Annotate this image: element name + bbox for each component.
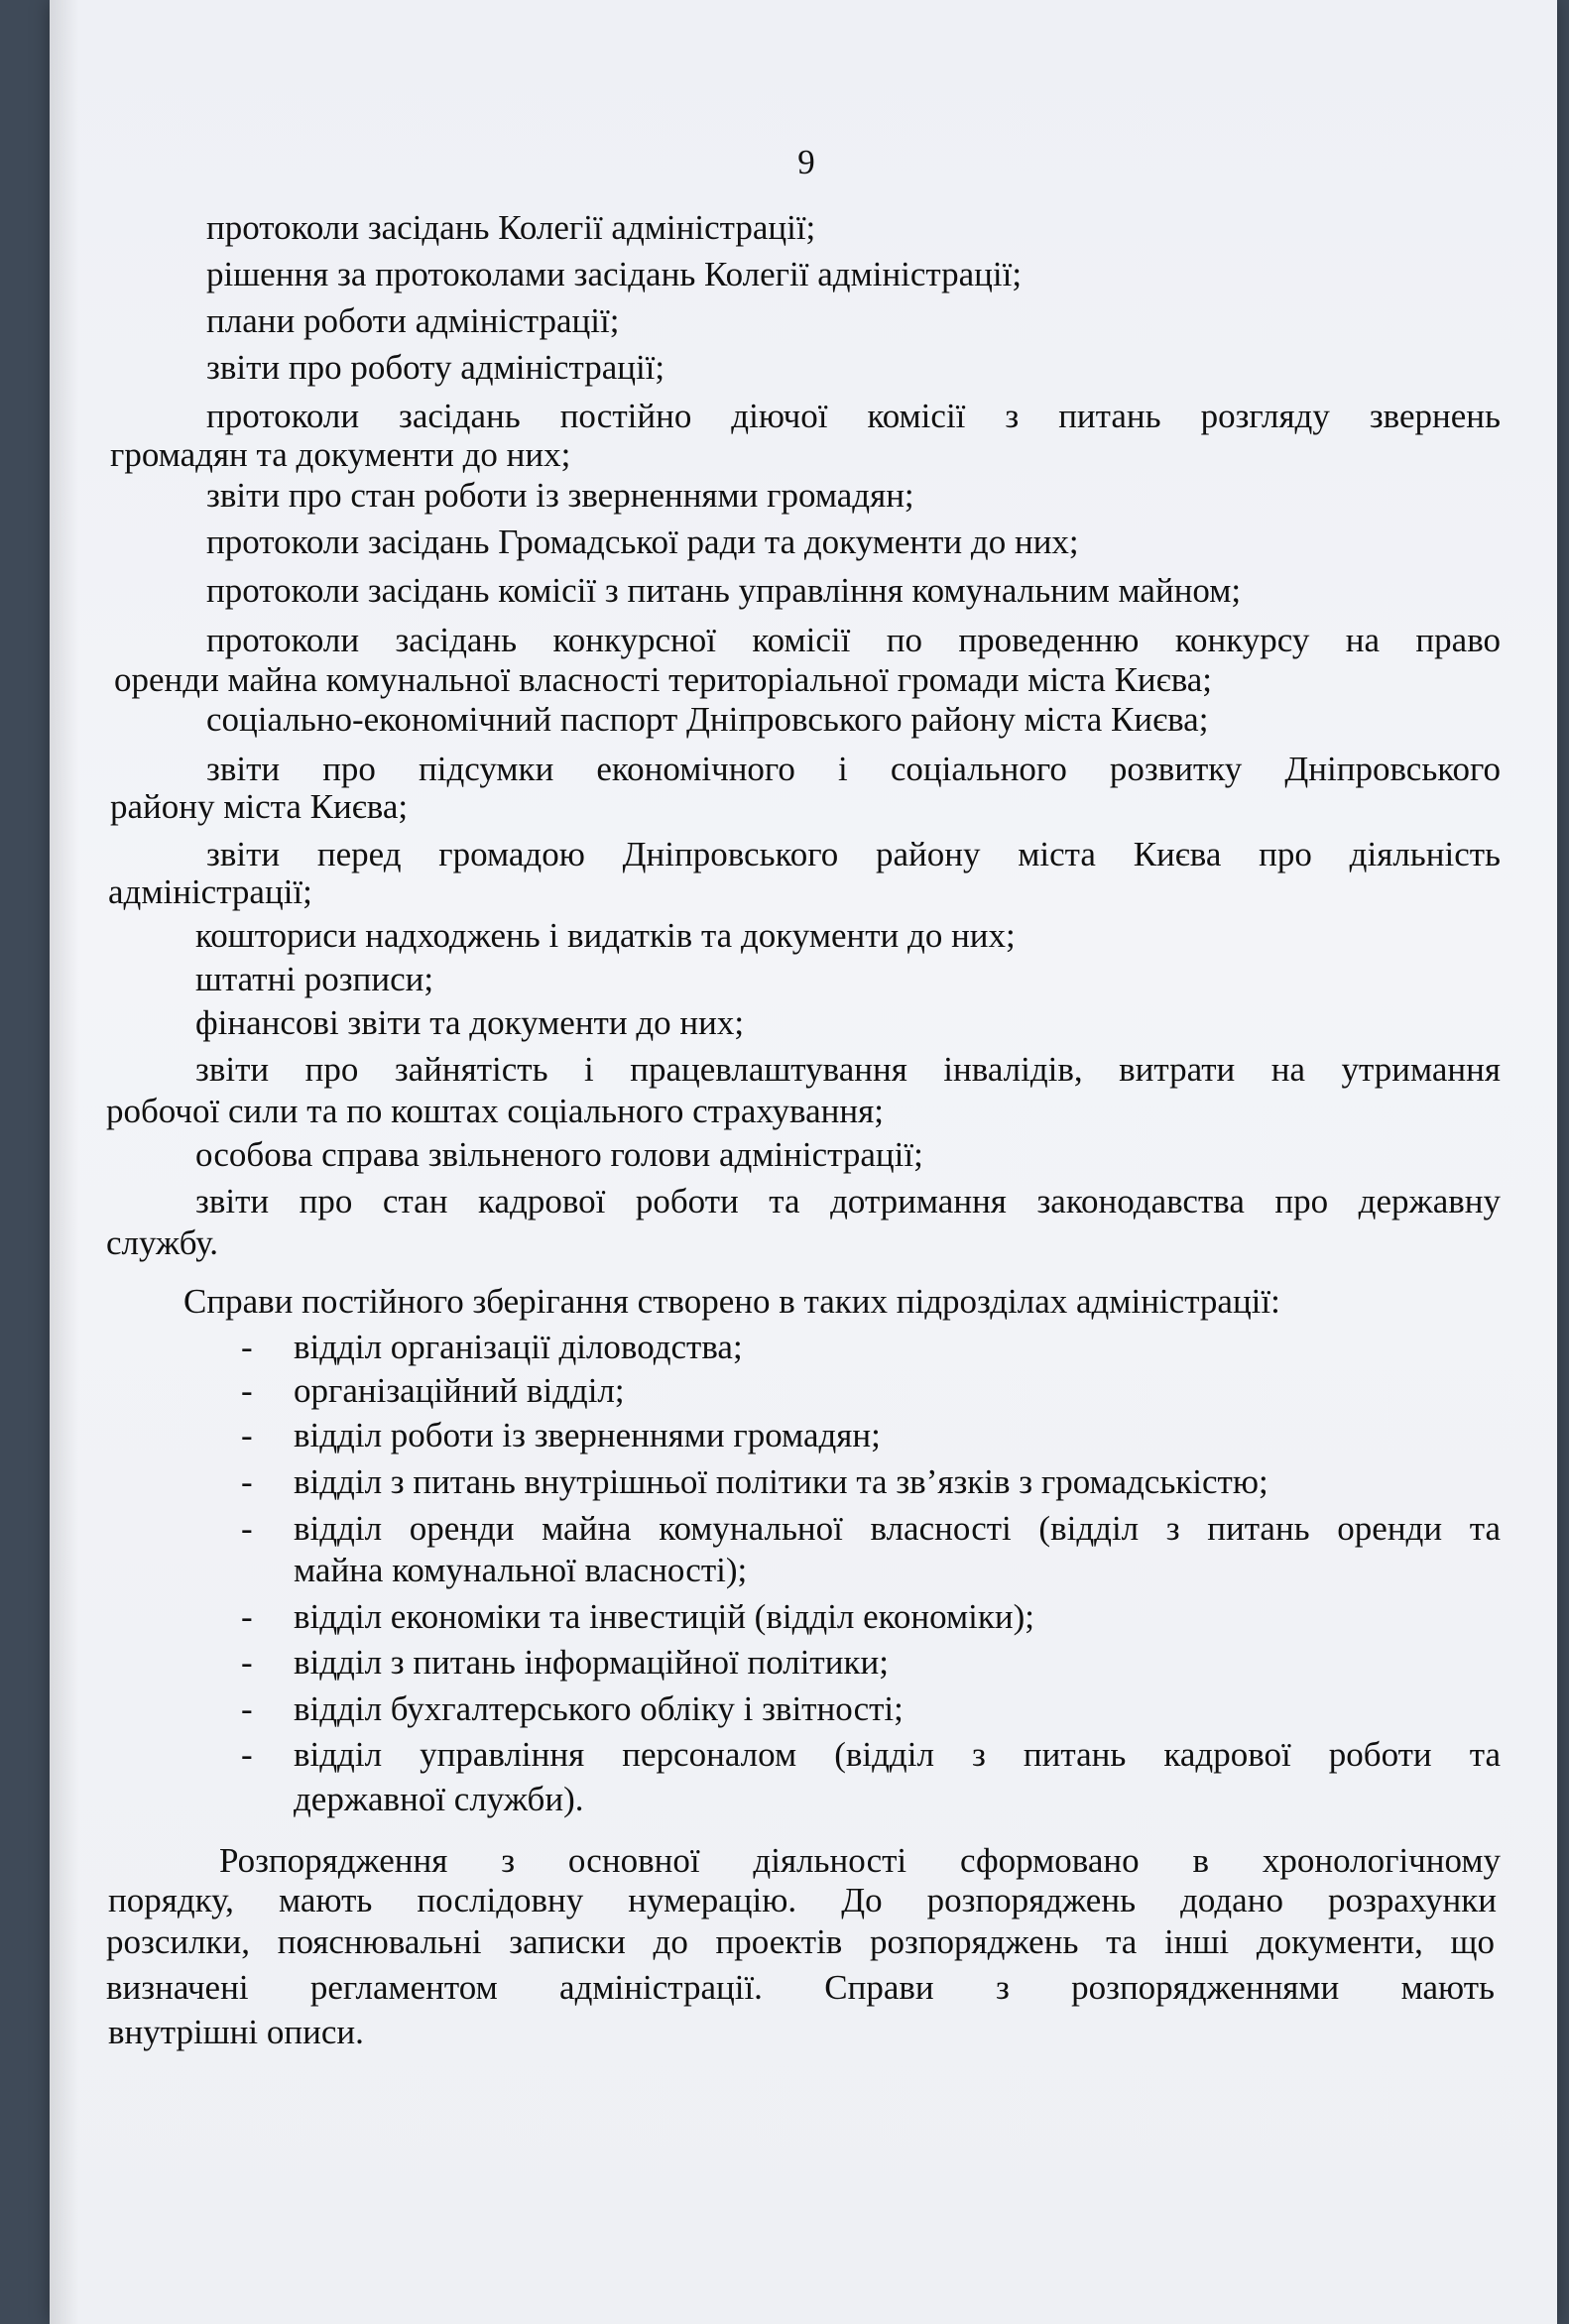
record-line: протоколи засідань постійно діючої комісії з питань розгляду звернень [206, 397, 1501, 435]
record-line: кошториси надходжень і видатків та документи до них; [195, 916, 1016, 955]
bullet-dash: - [241, 1689, 253, 1728]
record-line: звіти про роботу адміністрації; [206, 348, 665, 387]
department-item: відділ роботи із зверненнями громадян; [294, 1416, 881, 1454]
page-number: 9 [797, 143, 815, 181]
department-item-continued: майна комунальної власності); [294, 1551, 748, 1589]
department-item: відділ з питань внутрішньої політики та зв’язків з громадськістю; [294, 1462, 1268, 1501]
record-line: соціально-економічний паспорт Дніпровського району міста Києва; [206, 700, 1209, 739]
bullet-dash: - [241, 1597, 253, 1636]
record-line: протоколи засідань Колегії адміністрації; [206, 208, 816, 247]
closing-paragraph-line: внутрішні описи. [108, 2013, 364, 2051]
record-line: звіти про стан роботи із зверненнями громадян; [206, 476, 914, 515]
record-line: плани роботи адміністрації; [206, 301, 620, 340]
record-line: району міста Києва; [110, 787, 409, 826]
bullet-dash: - [241, 1328, 253, 1366]
bullet-dash: - [241, 1462, 253, 1501]
bullet-dash: - [241, 1735, 253, 1774]
closing-paragraph-line: Розпорядження з основної діяльності сформовано в хронологічному [219, 1841, 1501, 1880]
department-item: відділ організації діловодства; [294, 1328, 743, 1366]
record-line: особова справа звільненого голови адміністрації; [195, 1135, 923, 1174]
departments-intro: Справи постійного зберігання створено в таких підрозділах адміністрації: [183, 1282, 1280, 1321]
record-line: протоколи засідань комісії з питань управління комунальним майном; [206, 571, 1242, 610]
department-item: організаційний відділ; [294, 1371, 625, 1410]
record-line: громадян та документи до них; [110, 435, 571, 474]
department-item: відділ з питань інформаційної політики; [294, 1643, 889, 1682]
record-line: робочої сили та по коштах соціального страхування; [106, 1092, 884, 1130]
record-line: службу. [106, 1223, 218, 1262]
department-item: відділ оренди майна комунальної власності (відділ з питань оренди та [294, 1509, 1501, 1548]
record-line: звіти про стан кадрової роботи та дотримання законодавства про державну [195, 1182, 1501, 1220]
record-line: звіти про підсумки економічного і соціального розвитку Дніпровського [206, 750, 1501, 788]
bullet-dash: - [241, 1416, 253, 1454]
bullet-dash: - [241, 1371, 253, 1410]
bullet-dash: - [241, 1509, 253, 1548]
record-line: фінансові звіти та документи до них; [195, 1003, 745, 1042]
record-line: протоколи засідань конкурсної комісії по проведенню конкурсу на право [206, 621, 1501, 659]
closing-paragraph-line: порядку, мають послідовну нумерацію. До розпоряджень додано розрахунки [108, 1881, 1497, 1919]
record-line: протоколи засідань Громадської ради та документи до них; [206, 523, 1079, 561]
department-item: відділ бухгалтерського обліку і звітності; [294, 1689, 904, 1728]
record-line: оренди майна комунальної власності територіальної громади міста Києва; [114, 660, 1213, 699]
closing-paragraph-line: визначені регламентом адміністрації. Справи з розпорядженнями мають [106, 1968, 1495, 2007]
document-page [50, 0, 1557, 2324]
department-item: відділ управління персоналом (відділ з питань кадрової роботи та [294, 1735, 1501, 1774]
bullet-dash: - [241, 1643, 253, 1682]
closing-paragraph-line: розсилки, пояснювальні записки до проектів розпоряджень та інші документи, що [106, 1922, 1495, 1961]
record-line: рішення за протоколами засідань Колегії адміністрації; [206, 255, 1023, 293]
record-line: штатні розписи; [195, 960, 434, 998]
record-line: звіти перед громадою Дніпровського району міста Києва про діяльність [206, 835, 1501, 873]
department-item-continued: державної служби). [294, 1780, 584, 1818]
record-line: адміністрації; [108, 872, 312, 911]
department-item: відділ економіки та інвестицій (відділ економіки); [294, 1597, 1034, 1636]
record-line: звіти про зайнятість і працевлаштування інвалідів, витрати на утримання [195, 1050, 1501, 1089]
